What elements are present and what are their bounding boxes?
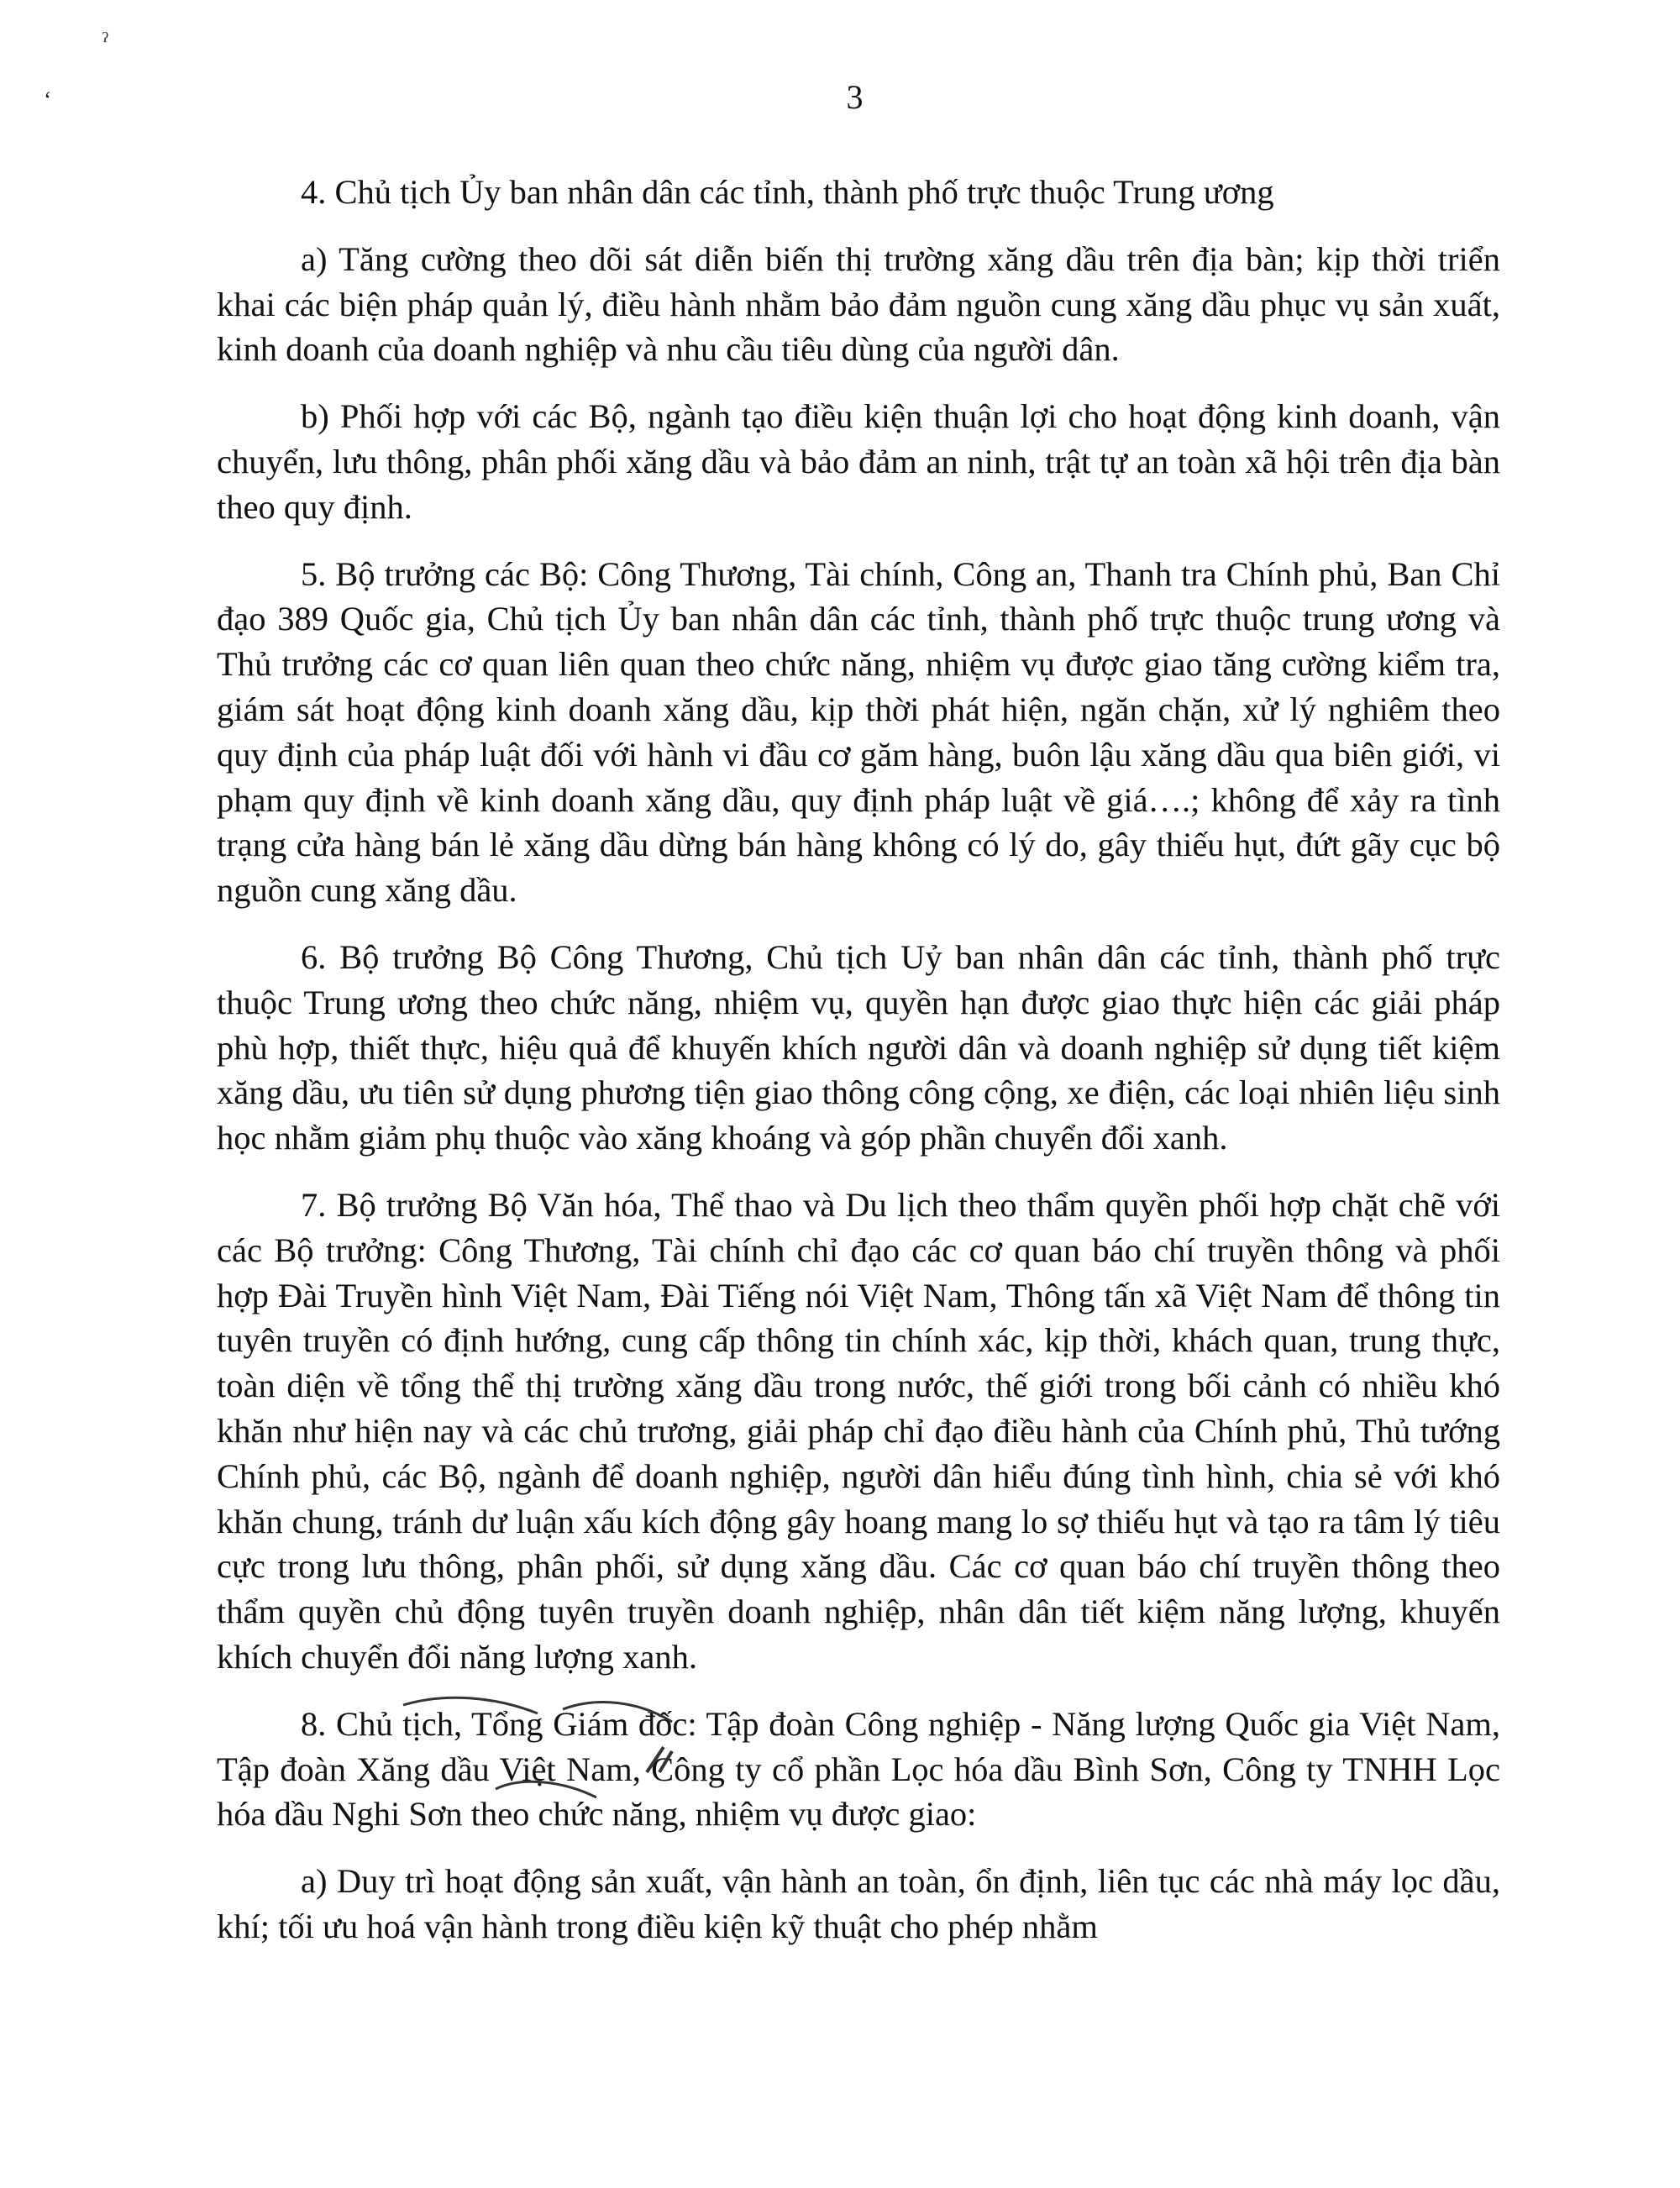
- paragraph-section-8: 8. Chủ tịch, Tổng Giám đốc: Tập đoàn Công nghiệp - Năng lượng Quốc gia Việt Nam, Tập đoàn Xăng dầu Việt Nam, Công ty cổ phần Lọc hóa dầu Bình Sơn, Công ty TNHH Lọc hóa dầu Nghi Sơn theo chức năng, nhiệm vụ được giao:: [217, 1704, 1500, 1834]
- scan-mark: ˀ: [102, 29, 108, 55]
- paragraph-4b: b) Phối hợp với các Bộ, ngành tạo điều kiện thuận lợi cho hoạt động kinh doanh, vận chuyển, lưu thông, phân phối xăng dầu và bảo đảm an ninh, trật tự an toàn xã hội trên địa bàn theo quy định.: [217, 397, 1500, 526]
- paragraph-section-6: 6. Bộ trưởng Bộ Công Thương, Chủ tịch Uỷ ban nhân dân các tỉnh, thành phố trực thuộc Trung ương theo chức năng, nhiệm vụ, quyền hạn được giao thực hiện các giải pháp phù hợp, thiết thực, hiệu quả để khuyến khích người dân và doanh nghiệp sử dụng tiết kiệm xăng dầu, ưu tiên sử dụng phương tiện giao thông công cộng, xe điện, các loại nhiên liệu sinh học nhằm giảm phụ thuộc vào xăng khoáng và góp phần chuyển đổi xanh.: [217, 937, 1500, 1157]
- paragraph-section-4: 4. Chủ tịch Ủy ban nhân dân các tỉnh, thành phố trực thuộc Trung ương: [301, 173, 1274, 211]
- paragraph-8a: a) Duy trì hoạt động sản xuất, vận hành an toàn, ổn định, liên tục các nhà máy lọc dầu, khí; tối ưu hoá vận hành trong điều kiện kỹ thuật cho phép nhằm: [217, 1862, 1500, 1945]
- paragraph-section-5: 5. Bộ trưởng các Bộ: Công Thương, Tài chính, Công an, Thanh tra Chính phủ, Ban Chỉ đạo 389 Quốc gia, Chủ tịch Ủy ban nhân dân các tỉnh, thành phố trực thuộc trung ương và Thủ trưởng các cơ quan liên quan theo chức năng, nhiệm vụ được giao tăng cường kiểm tra, giám sát hoạt động kinh doanh xăng dầu, kịp thời phát hiện, ngăn chặn, xử lý nghiêm theo quy định của pháp luật đối với hành vi đầu cơ găm hàng, buôn lậu xăng dầu qua biên giới, vi phạm quy định về kinh doanh xăng dầu, quy định pháp luật về giá….; không để xảy ra tình trạng cửa hàng bán lẻ xăng dầu dừng bán hàng không có lý do, gây thiếu hụt, đứt gãy cục bộ nguồn cung xăng dầu.: [217, 554, 1500, 910]
- page-number: 3: [846, 78, 864, 116]
- scan-mark: ʻ: [44, 87, 52, 113]
- document-body: [217, 170, 1500, 1971]
- paragraph-4a: a) Tăng cường theo dõi sát diễn biến thị trường xăng dầu trên địa bàn; kịp thời triển khai các biện pháp quản lý, điều hành nhằm bảo đảm nguồn cung xăng dầu phục vụ sản xuất, kinh doanh của doanh nghiệp và nhu cầu tiêu dùng của người dân.: [217, 239, 1500, 369]
- paragraph-section-7: 7. Bộ trưởng Bộ Văn hóa, Thể thao và Du lịch theo thẩm quyền phối hợp chặt chẽ với các Bộ trưởng: Công Thương, Tài chính chỉ đạo các cơ quan báo chí truyền thông và phối hợp Đài Truyền hình Việt Nam, Đài Tiếng nói Việt Nam, Thông tấn xã Việt Nam để thông tin tuyên truyền có định hướng, cung cấp thông tin chính xác, kịp thời, khách quan, trung thực, toàn diện về tổng thể thị trường xăng dầu trong nước, thế giới trong bối cảnh có nhiều khó khăn như hiện nay và các chủ trương, giải pháp chỉ đạo điều hành của Chính phủ, Thủ tướng Chính phủ, các Bộ, ngành để doanh nghiệp, người dân hiểu đúng tình hình, chia sẻ với khó khăn chung, tránh dư luận xấu kích động gây hoang mang lo sợ thiếu hụt và tạo ra tâm lý tiêu cực trong lưu thông, phân phối, sử dụng xăng dầu. Các cơ quan báo chí truyền thông theo thẩm quyền chủ động tuyên truyền doanh nghiệp, nhân dân tiết kiệm năng lượng, khuyến khích chuyển đổi năng lượng xanh.: [217, 1185, 1500, 1676]
